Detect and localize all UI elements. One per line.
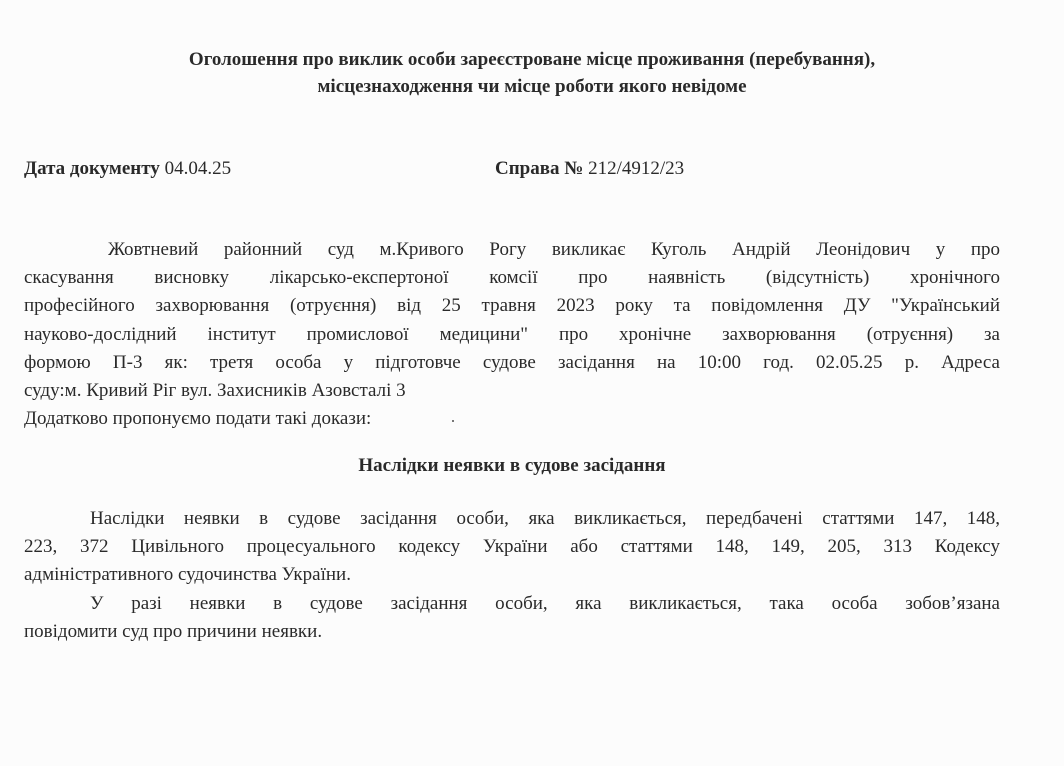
notice-line: формою П-3 як: третя особа у підготовче судове засідання на 10:00 год. 02.05.25 р. Адреса bbox=[24, 351, 1000, 373]
notice-paragraph bbox=[24, 236, 1000, 433]
consequences-paragraph bbox=[24, 505, 1000, 646]
consequences-heading: Наслідки неявки в судове засідання bbox=[358, 455, 666, 476]
date-value: 04.04.25 bbox=[164, 158, 232, 179]
date-label: Дата документу bbox=[24, 158, 160, 179]
document-date bbox=[24, 157, 231, 181]
notice-line: скасування висновку лікарсько-експертоної комсії про наявність (відсутність) хронічного bbox=[24, 267, 1000, 289]
consequences-line: Наслідки неявки в судове засідання особи, яка викликається, передбачені статтями 147, 148, bbox=[90, 508, 1000, 529]
scan-speck bbox=[452, 420, 454, 422]
title-line-2: місцезнаходження чи місце роботи якого невідоме bbox=[317, 76, 747, 97]
case-label: Справа № bbox=[495, 158, 584, 179]
consequences-line: У разі неявки в судове засідання особи, яка викликається, така особа зобов’язана bbox=[90, 592, 1000, 614]
notice-line: професійного захворювання (отруєння) від 25 травня 2023 року та повідомлення ДУ "Український bbox=[24, 295, 1000, 317]
notice-line: науково-дослідний інститут промислової медицини" про хронічне захворювання (отруєння) за bbox=[24, 323, 1000, 345]
notice-line: суду:м. Кривий Ріг вул. Захисників Азовсталі 3 bbox=[24, 380, 406, 402]
notice-line: Додатково пропонуємо подати такі докази: bbox=[24, 408, 372, 430]
title-line-1: Оголошення про виклик особи зареєстроване місце проживання (перебування), bbox=[188, 49, 876, 70]
document-title bbox=[60, 46, 1004, 100]
consequences-line: 223, 372 Цивільного процесуального кодексу України або статтями 148, 149, 205, 313 Кодексу bbox=[24, 536, 1000, 558]
case-value: 212/4912/23 bbox=[588, 158, 685, 179]
consequences-line: адміністративного судочинства України. bbox=[24, 564, 351, 586]
consequences-line: повідомити суд про причини неявки. bbox=[24, 620, 323, 642]
case-number bbox=[495, 157, 684, 181]
notice-line: Жовтневий районний суд м.Кривого Рогу викликає Куголь Андрій Леонідович у про bbox=[108, 239, 1000, 260]
